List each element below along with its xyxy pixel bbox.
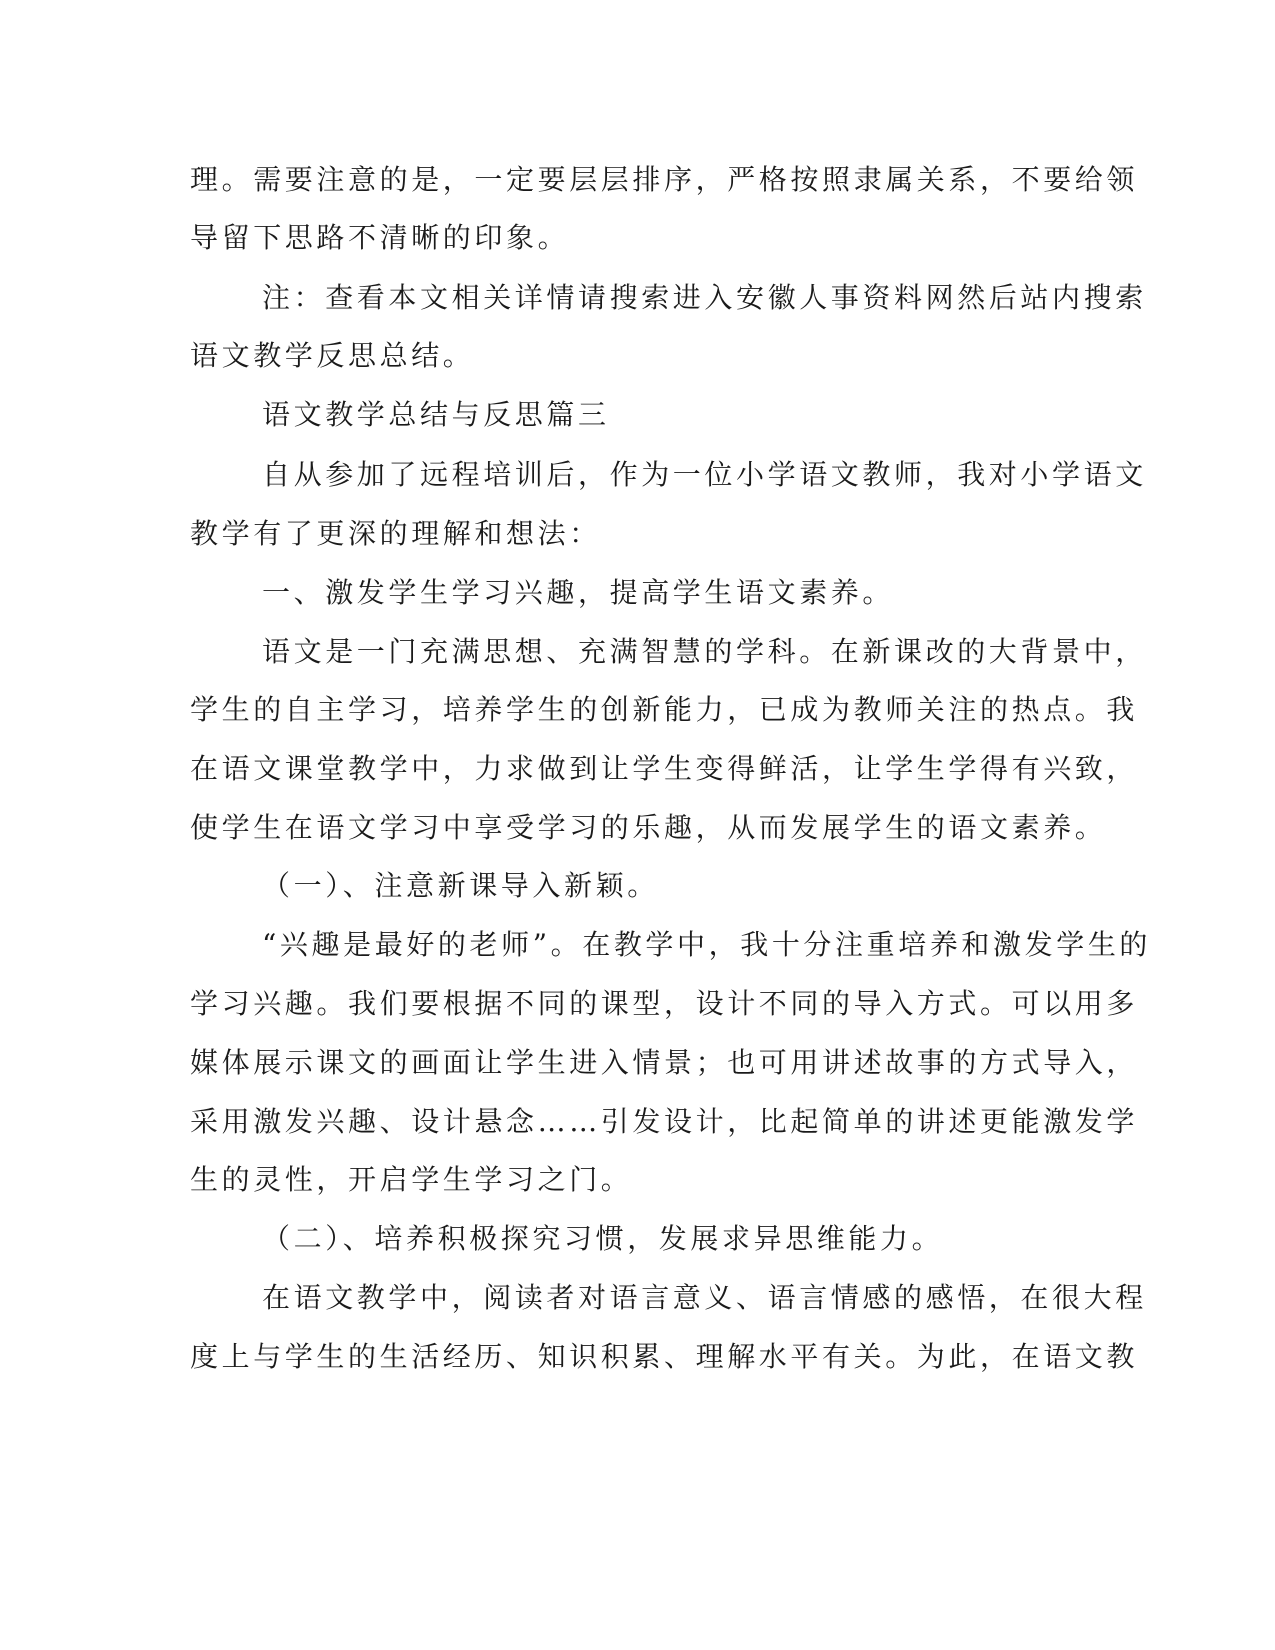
- text-line: 在语文教学中，阅读者对语言意义、语言情感的感悟，在很大程: [262, 1281, 1147, 1314]
- text-line: 语文教学反思总结。: [190, 339, 475, 372]
- text-line: 度上与学生的生活经历、知识积累、理解水平有关。为此，在语文教: [190, 1340, 1139, 1373]
- text-line: 学习兴趣。我们要根据不同的课型，设计不同的导入方式。可以用多: [190, 987, 1139, 1020]
- text-line: 生的灵性，开启学生学习之门。: [190, 1163, 633, 1196]
- text-line: 导留下思路不清晰的印象。: [190, 221, 570, 254]
- text-line: 在语文课堂教学中，力求做到让学生变得鲜活，让学生学得有兴致，: [190, 752, 1139, 785]
- text-line: 注：查看本文相关详情请搜索进入安徽人事资料网然后站内搜索: [262, 281, 1147, 314]
- text-line: 媒体展示课文的画面让学生进入情景；也可用讲述故事的方式导入，: [190, 1046, 1139, 1079]
- subheading: 一、激发学生学习兴趣，提高学生语文素养。: [262, 576, 895, 609]
- text-line: 学生的自主学习，培养学生的创新能力，已成为教师关注的热点。我: [190, 693, 1139, 726]
- text-line: 采用激发兴趣、设计悬念……引发设计，比起简单的讲述更能激发学: [190, 1105, 1139, 1138]
- text-line: 理。需要注意的是，一定要层层排序，严格按照隶属关系，不要给领: [190, 163, 1139, 196]
- text-line: “兴趣是最好的老师”。在教学中，我十分注重培养和激发学生的: [262, 928, 1152, 961]
- text-line: 语文是一门充满思想、充满智慧的学科。在新课改的大背景中，: [262, 635, 1147, 668]
- text-line: 使学生在语文学习中享受学习的乐趣，从而发展学生的语文素养。: [190, 811, 1107, 844]
- subheading: （二）、培养积极探究习惯，发展求异思维能力。: [262, 1222, 944, 1255]
- text-line: 自从参加了远程培训后，作为一位小学语文教师，我对小学语文: [262, 458, 1147, 491]
- section-heading: 语文教学总结与反思篇三: [262, 398, 610, 431]
- subheading: （一）、注意新课导入新颖。: [262, 869, 659, 902]
- text-line: 教学有了更深的理解和想法：: [190, 517, 601, 550]
